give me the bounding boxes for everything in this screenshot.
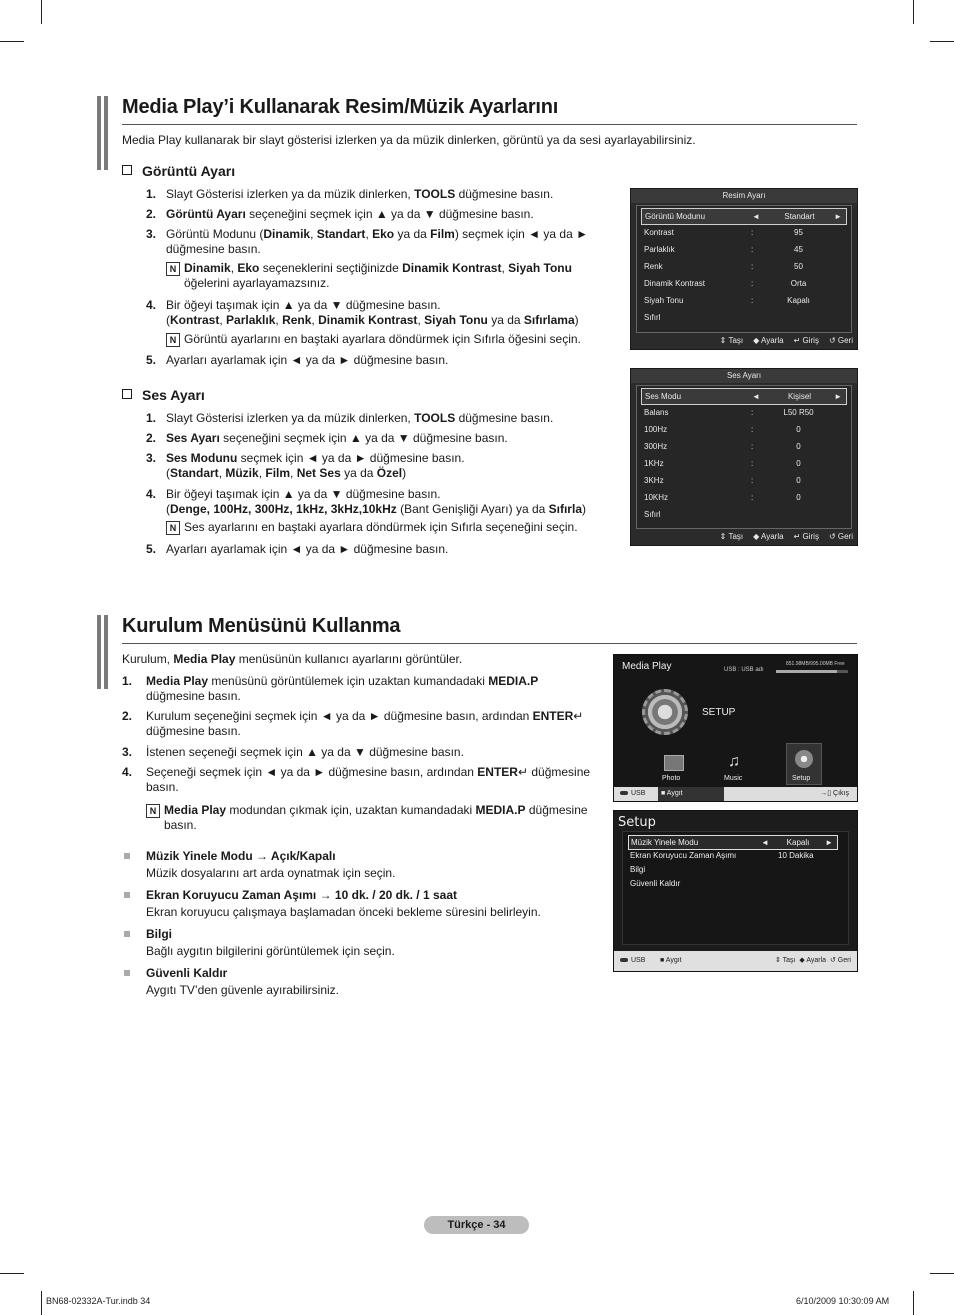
setup-option-item: Güvenli Kaldır Aygıtı TV’den güvenle ayırabilirsiniz. bbox=[124, 966, 604, 1000]
crop-mark bbox=[0, 1273, 24, 1274]
osd-row[interactable]: Sıfırl bbox=[644, 313, 661, 322]
osd-row[interactable]: 10KHz : 0 bbox=[644, 493, 801, 502]
music-icon[interactable]: ♫ bbox=[728, 753, 740, 770]
setup-gear-icon bbox=[642, 689, 688, 735]
media-play-title: Media Play bbox=[622, 661, 672, 672]
osd-row[interactable]: Renk : 50 bbox=[644, 262, 803, 271]
crop-mark bbox=[0, 41, 24, 42]
osd-row[interactable]: Parlaklık : 45 bbox=[644, 245, 803, 254]
sound-settings-osd bbox=[630, 368, 858, 546]
note-icon: N bbox=[146, 804, 160, 818]
note-icon: N bbox=[166, 521, 180, 535]
osd-row[interactable]: Sıfırl bbox=[644, 510, 661, 519]
footer-file: BN68-02332A-Tur.indb 34 bbox=[46, 1296, 151, 1306]
setup-tab-label: Setup bbox=[792, 775, 811, 782]
osd-footer: ⇕ Taşı ◆ Ayarla ↵ Giriş ↺ Geri bbox=[719, 336, 853, 345]
osd-row[interactable]: 3KHz : 0 bbox=[644, 476, 801, 485]
sound-heading: Ses Ayarı bbox=[122, 387, 205, 403]
picture-settings-osd bbox=[630, 188, 858, 350]
crop-mark bbox=[913, 0, 914, 24]
setup-option-item: Müzik Yinele Modu → Açık/Kapalı Müzik dosyalarını art arda oynatmak için seçin. bbox=[124, 849, 604, 883]
osd-row[interactable]: Görüntü Modunu ◄ Standart ► bbox=[641, 208, 847, 225]
page-number-tab: Türkçe - 34 bbox=[424, 1216, 529, 1234]
osd-row[interactable]: 100Hz : 0 bbox=[644, 425, 801, 434]
photo-label: Photo bbox=[662, 775, 681, 782]
setup-option-item: Ekran Koruyucu Zaman Aşımı → 10 dk. / 20 dk. / 1 saat Ekran koruyucu çalışmaya başlamadan önceki bekleme süresini belirleyin. bbox=[124, 888, 604, 922]
storage-bar bbox=[776, 670, 848, 673]
osd-row[interactable]: 300Hz : 0 bbox=[644, 442, 801, 451]
crop-mark bbox=[41, 1291, 42, 1315]
free-space: 851.98MB/995.00MB Free bbox=[786, 661, 845, 667]
photo-icon[interactable] bbox=[664, 755, 684, 771]
osd-title: Ses Ayarı bbox=[631, 369, 857, 383]
setup-option-row[interactable]: Müzik Yinele Modu ◄ Kapalı ► bbox=[628, 835, 838, 850]
setup-option-item: Bilgi Bağlı aygıtın bilgilerini görüntülemek için seçin. bbox=[124, 927, 604, 961]
osd-row[interactable]: Kontrast : 95 bbox=[644, 228, 803, 237]
exit-foot-label[interactable]: →▯ Çıkış bbox=[820, 790, 849, 797]
setup-label: SETUP bbox=[702, 707, 736, 718]
osd-row[interactable]: Dinamik Kontrast : Orta bbox=[644, 279, 807, 288]
usb-name: USB : USB adı bbox=[724, 667, 764, 673]
setup-option-row[interactable]: Bilgi bbox=[630, 865, 646, 874]
osd-title: Resim Ayarı bbox=[631, 189, 857, 203]
osd-footer: ⇕ Taşı ◆ Ayarla ↵ Giriş ↺ Geri bbox=[719, 532, 853, 541]
section1-intro: Media Play kullanarak bir slayt gösterisi izlerken ya da müzik dinlerken, görüntü ya da sesi ayarlayabilirsiniz. bbox=[122, 133, 696, 147]
picture-heading: Görüntü Ayarı bbox=[122, 163, 235, 179]
osd-row[interactable]: 1KHz : 0 bbox=[644, 459, 801, 468]
crop-mark bbox=[913, 1291, 914, 1315]
note-icon: N bbox=[166, 262, 180, 276]
section2-intro: Kurulum, Media Play menüsünün kullanıcı ayarlarını görüntüler. bbox=[122, 652, 463, 666]
setup-screen bbox=[613, 810, 858, 972]
setup-footer: USB ■ Aygıt ⇕ Taşı ◆ Ayarla ↺ Geri bbox=[614, 951, 857, 971]
osd-row[interactable]: Siyah Tonu : Kapalı bbox=[644, 296, 810, 305]
crop-mark bbox=[41, 0, 42, 24]
crop-mark bbox=[930, 41, 954, 42]
section1-title: Media Play’i Kullanarak Resim/Müzik Ayarlarını bbox=[122, 96, 559, 118]
usb-foot-label: USB bbox=[620, 787, 645, 801]
setup-option-row[interactable]: Ekran Koruyucu Zaman Aşımı 10 Dakika bbox=[630, 851, 814, 860]
device-foot-label: ■ Aygıt bbox=[658, 787, 724, 801]
osd-row[interactable]: Balans : L50 R50 bbox=[644, 408, 814, 417]
section2-title: Kurulum Menüsünü Kullanma bbox=[122, 615, 401, 637]
note-icon: N bbox=[166, 333, 180, 347]
footer-date: 6/10/2009 10:30:09 AM bbox=[796, 1296, 890, 1306]
media-play-screen bbox=[613, 654, 858, 802]
crop-mark bbox=[930, 1273, 954, 1274]
music-label: Music bbox=[724, 775, 743, 782]
setup-option-row[interactable]: Güvenli Kaldır bbox=[630, 879, 681, 888]
osd-row[interactable]: Ses Modu ◄ Kişisel ► bbox=[641, 388, 847, 405]
media-play-footer bbox=[614, 787, 857, 801]
setup-options bbox=[622, 831, 849, 945]
setup-title: Setup bbox=[618, 815, 656, 830]
